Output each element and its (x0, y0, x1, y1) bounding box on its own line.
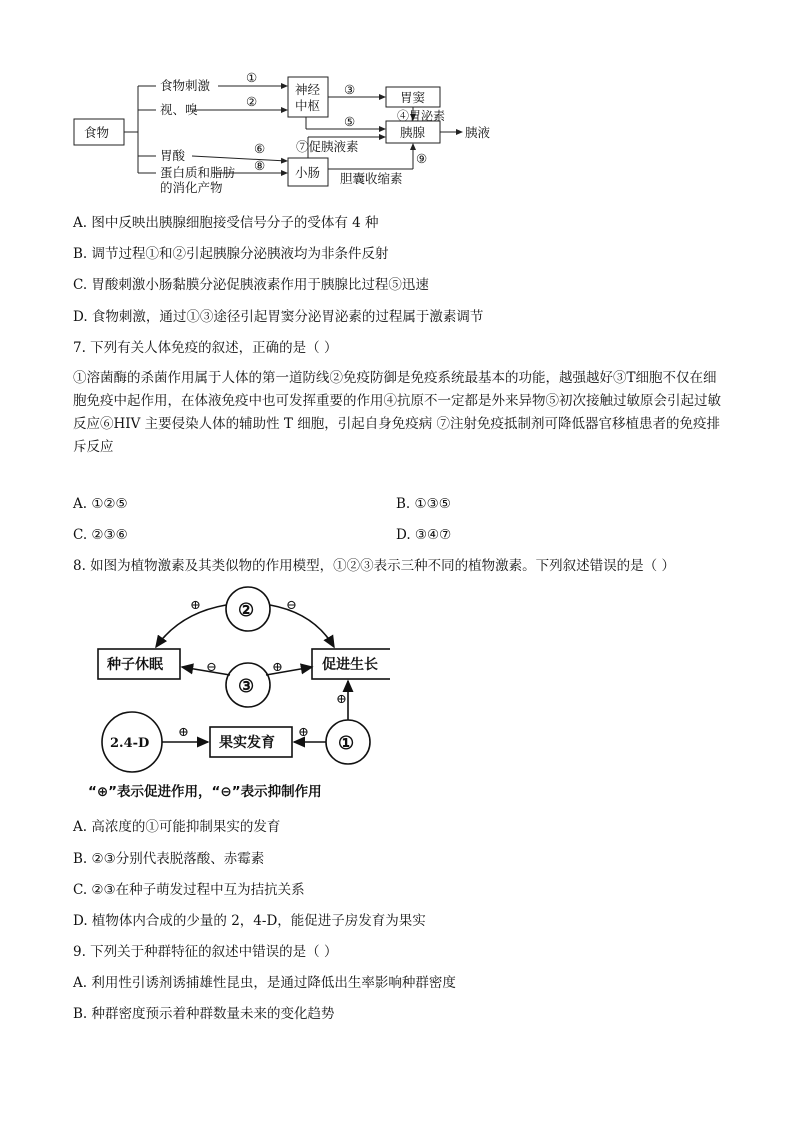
q8-legend: “⊕”表示促进作用，“⊖”表示抑制作用 (88, 784, 322, 800)
stomach-sinus-label: 胃窦 (400, 90, 426, 105)
nerve-center-label-2: 中枢 (295, 98, 321, 113)
hormone-2-label: ② (238, 600, 255, 621)
gastric-acid-label: 胃酸 (160, 148, 186, 163)
q9-stem: 9. 下列关于种群特征的叙述中错误的是（ ） (73, 944, 338, 960)
step-2-label: ② (246, 94, 258, 109)
step-5-label: ⑤ (344, 114, 356, 129)
q8-option-b: B. ②③分别代表脱落酸、赤霉素 (73, 851, 265, 867)
q8-option-c: C. ②③在种子萌发过程中互为拮抗关系 (73, 882, 305, 898)
pancreas-label: 胰腺 (400, 125, 426, 140)
plus-sign: ⊕ (178, 725, 189, 740)
pancreatic-juice-label: 胰液 (465, 125, 491, 140)
promote-growth-label: 促进生长 (322, 657, 378, 673)
seed-dormancy-label: 种子休眠 (107, 657, 163, 673)
q9-option-a: A. 利用性引诱剂诱捕雄性昆虫，是通过降低出生率影响种群密度 (73, 975, 456, 991)
sight-smell-label: 视、嗅 (160, 102, 198, 117)
q6-option-d: D. 食物刺激，通过①③途径引起胃窦分泌胃泌素的过程属于激素调节 (73, 309, 484, 325)
secretin-label: ⑦促胰液素 (296, 139, 359, 154)
hormone-3-label: ③ (238, 676, 255, 697)
step-3-label: ③ (344, 82, 356, 97)
nerve-center-label-1: 神经 (295, 82, 321, 97)
step-9-label: ⑨ (416, 151, 428, 166)
q8-option-a: A. 高浓度的①可能抑制果实的发育 (73, 819, 281, 835)
q7-option-b: B. ①③⑤ (396, 496, 451, 512)
q6-option-a: A. 图中反映出胰腺细胞接受信号分子的受体有 4 种 (73, 215, 379, 231)
plant-hormone-diagram (90, 585, 390, 775)
minus-sign: ⊖ (286, 598, 297, 613)
fruit-development-label: 果实发育 (219, 735, 275, 751)
q6-option-b: B. 调节过程①和②引起胰腺分泌胰液均为非条件反射 (73, 246, 389, 262)
step-8-label: ⑧ (254, 158, 266, 173)
q7-stem: 7. 下列有关人体免疫的叙述，正确的是（ ） (73, 340, 338, 356)
q8-stem: 8. 如图为植物激素及其类似物的作用模型，①②③表示三种不同的植物激素。下列叙述错误的是（ ） (73, 558, 675, 574)
plus-sign: ⊕ (298, 725, 309, 740)
d24-label: 2.4-D (110, 736, 150, 751)
minus-sign: ⊖ (206, 660, 217, 675)
plus-sign: ⊕ (190, 598, 201, 613)
q6-option-c: C. 胃酸刺激小肠黏膜分泌促胰液素作用于胰腺比过程⑤迅速 (73, 277, 429, 293)
cck-label: 胆囊收缩素 (340, 171, 403, 186)
q8-option-d: D. 植物体内合成的少量的 2，4-D，能促进子房发育为果实 (73, 913, 426, 929)
small-intestine-label: 小肠 (295, 165, 321, 180)
food-label: 食物 (84, 125, 110, 140)
protein-fat-label-2: 的消化产物 (160, 180, 223, 195)
step-6-label: ⑥ (254, 141, 266, 156)
plus-sign: ⊕ (272, 660, 283, 675)
plus-sign: ⊕ (336, 692, 347, 707)
hormone-1-label: ① (338, 733, 355, 754)
q9-option-b: B. 种群密度预示着种群数量未来的变化趋势 (73, 1006, 335, 1022)
q7-option-d: D. ③④⑦ (396, 527, 452, 543)
gastrin-label: ④胃泌素 (397, 109, 446, 123)
q7-option-c: C. ②③⑥ (73, 527, 128, 543)
pancreas-regulation-diagram (60, 65, 520, 200)
q7-option-a: A. ①②⑤ (73, 496, 128, 512)
q7-body: ①溶菌酶的杀菌作用属于人体的第一道防线②免疫防御是免疫系统最基本的功能，越强越好③T细胞不仅在细胞免疫中起作用，在体液免疫中也可发挥重要的作用④抗原不一定都是外来异物⑤初次接触过敏原会引起过敏反应⑥HIV 主要侵染人体的辅助性 T 细胞，引起自身免疫病 ⑦注射免疫抵制剂可降低器官移植患者的免疫排斥反应 (73, 370, 721, 455)
protein-fat-label-1: 蛋白质和脂肪 (160, 165, 236, 180)
food-stimulus-label: 食物刺激 (160, 78, 211, 93)
step-1-label: ① (246, 70, 258, 85)
